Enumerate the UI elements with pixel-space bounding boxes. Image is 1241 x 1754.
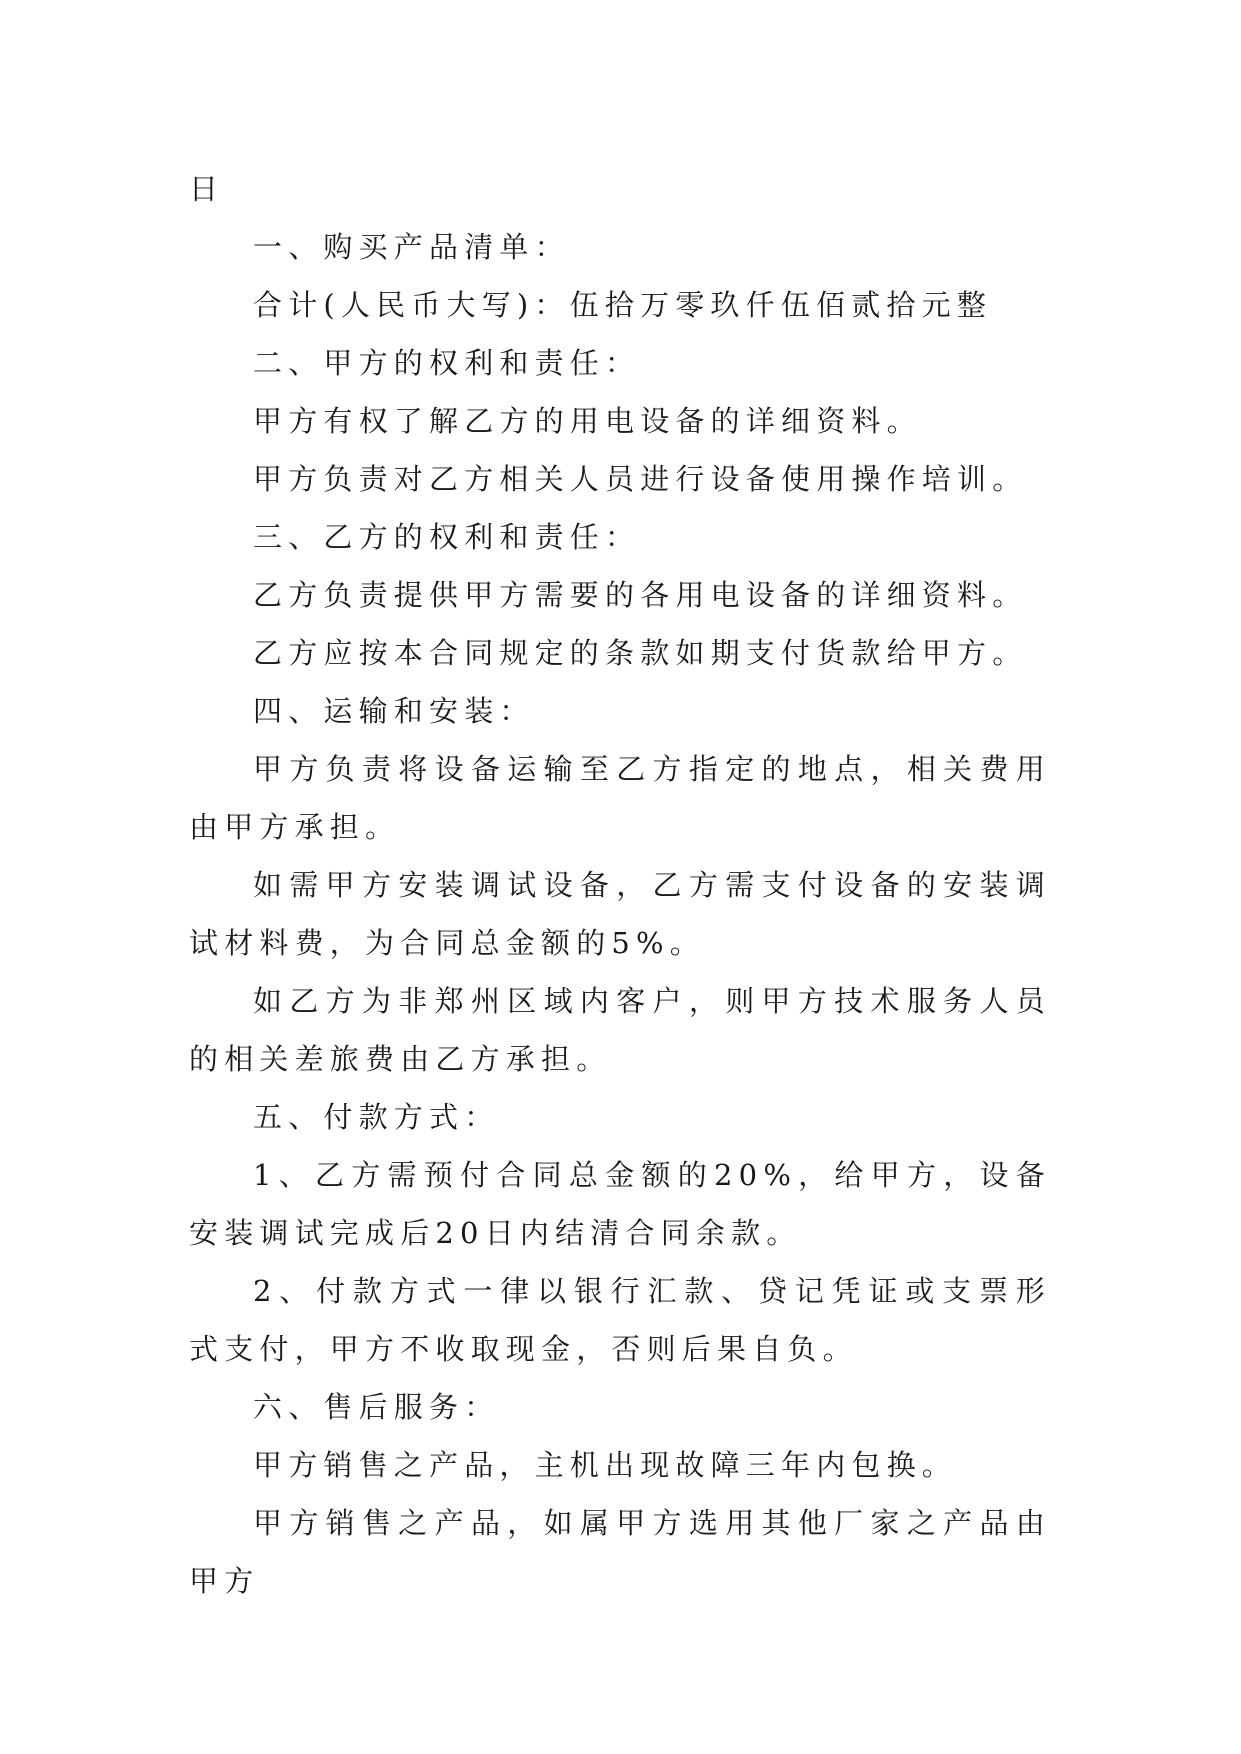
heading-transport-install: 四、运输和安装： [253, 694, 535, 728]
heading-product-list: 一、购买产品清单： [253, 230, 570, 264]
paragraph-party-a-right-1: 甲方有权了解乙方的用电设备的详细资料。 [253, 404, 922, 438]
paragraph-after-sales-1: 甲方销售之产品，主机出现故障三年内包换。 [253, 1448, 958, 1482]
document-body [189, 160, 1051, 1610]
paragraph-payment-2: 2、付款方式一律以银行汇款、贷记凭证或支票形式支付，甲方不收取现金，否则后果自负。 [189, 1274, 1051, 1366]
paragraph-party-b-right-1: 乙方负责提供甲方需要的各用电设备的详细资料。 [253, 578, 1028, 612]
paragraph-total-amount: 合计(人民币大写)：伍拾万零玖仟伍佰贰拾元整 [253, 288, 993, 322]
heading-party-b-rights: 三、乙方的权利和责任： [253, 520, 641, 554]
heading-after-sales: 六、售后服务： [253, 1390, 500, 1424]
paragraph-transport-2: 如需甲方安装调试设备，乙方需支付设备的安装调试材料费，为合同总金额的5%。 [189, 868, 1051, 960]
paragraph-transport-3: 如乙方为非郑州区域内客户，则甲方技术服务人员的相关差旅费由乙方承担。 [189, 984, 1051, 1076]
heading-party-a-rights: 二、甲方的权利和责任： [253, 346, 641, 380]
paragraph-party-b-right-2: 乙方应按本合同规定的条款如期支付货款给甲方。 [253, 636, 1028, 670]
paragraph-after-sales-2: 甲方销售之产品，如属甲方选用其他厂家之产品由甲方 [189, 1506, 1051, 1598]
paragraph-payment-1: 1、乙方需预付合同总金额的20%，给甲方，设备安装调试完成后20日内结清合同余款。 [189, 1158, 1051, 1250]
heading-payment-method: 五、付款方式： [253, 1100, 500, 1134]
paragraph-party-a-right-2: 甲方负责对乙方相关人员进行设备使用操作培训。 [253, 462, 1028, 496]
paragraph-date-tail: 日 [189, 172, 225, 206]
paragraph-transport-1: 甲方负责将设备运输至乙方指定的地点，相关费用由甲方承担。 [189, 752, 1051, 844]
